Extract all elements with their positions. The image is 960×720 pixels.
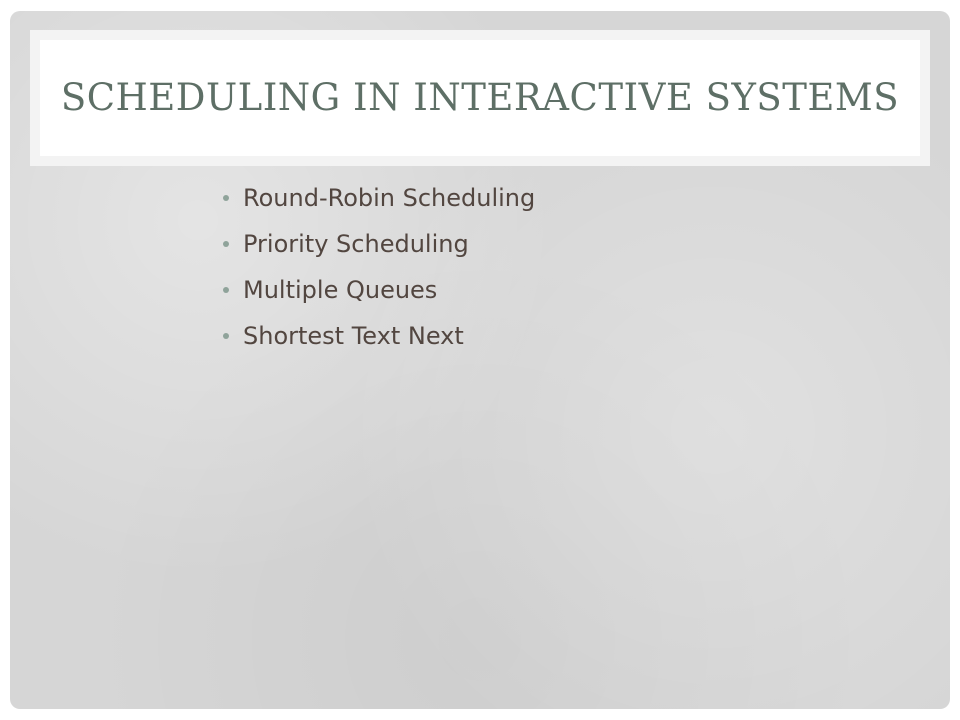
bullet-dot-icon — [223, 287, 229, 293]
bullet-text: Multiple Queues — [243, 276, 438, 304]
bullet-item — [223, 221, 535, 267]
bullet-text: Priority Scheduling — [243, 230, 469, 258]
bullet-text: Round-Robin Scheduling — [243, 184, 536, 212]
slide-title: SCHEDULING IN INTERACTIVE SYSTEMS — [60, 76, 900, 119]
bullet-dot-icon — [223, 195, 229, 201]
bullet-dot-icon — [223, 241, 229, 247]
bullet-text: Shortest Text Next — [243, 322, 464, 350]
title-band — [30, 30, 930, 166]
bullet-item — [223, 267, 535, 313]
bullet-item — [223, 313, 535, 359]
bullet-dot-icon — [223, 333, 229, 339]
bullet-list — [223, 175, 535, 359]
title-box — [40, 40, 920, 156]
slide — [10, 11, 950, 709]
bullet-item — [223, 175, 535, 221]
